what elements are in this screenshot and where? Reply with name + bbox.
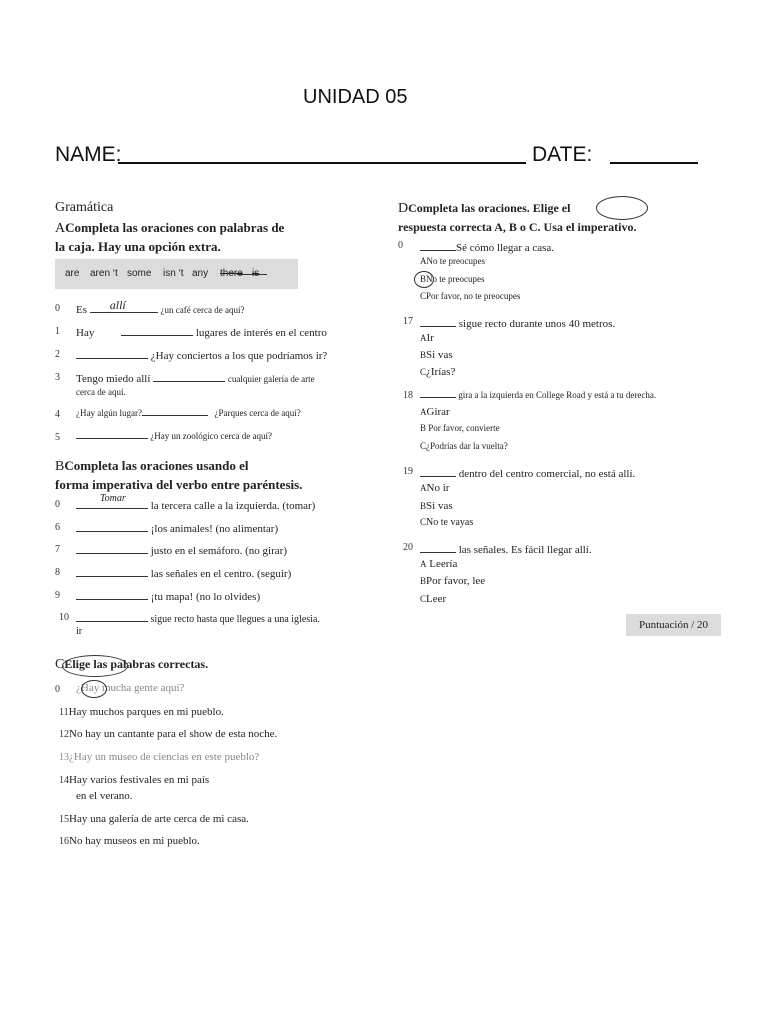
item-number: 7 (55, 544, 60, 555)
question-stem: sigue recto durante unos 40 metros. (458, 318, 616, 330)
question-c-16 (59, 835, 200, 847)
option-text: Por favor, convierte (428, 423, 500, 433)
option-letter: C (420, 441, 427, 451)
word-box-item: aren ‘t (90, 268, 118, 279)
question-b-6 (76, 519, 278, 535)
strike-line (237, 274, 267, 275)
answer-blank[interactable] (142, 406, 208, 416)
item-number: 0 (55, 684, 60, 695)
question-c-11 (59, 706, 224, 718)
section-c-letter: C (55, 657, 65, 672)
option-text: Si vas (426, 500, 453, 512)
question-c-14 (59, 774, 209, 786)
item-number: 0 (55, 499, 60, 510)
item-number: 12 (59, 729, 69, 740)
question-stem: Sé cómo llegar a casa. (456, 242, 555, 254)
question-d-0 (420, 238, 554, 254)
question-stem: gira a la izquierda en College Road y está a tu derecha. (458, 390, 657, 400)
circle-mark (414, 271, 434, 288)
option-text: Por favor, no te preocupes (426, 291, 521, 301)
item-number: 18 (403, 390, 413, 401)
handwritten-answer: allí (109, 298, 126, 312)
option-b[interactable] (420, 575, 485, 587)
option-letter: C (420, 367, 427, 377)
option-text: Leer (426, 593, 447, 605)
item-number: 13 (59, 752, 69, 763)
section-b-instr-2: forma imperativa del verbo entre paréntesis. (55, 477, 303, 492)
answer-blank[interactable] (76, 541, 148, 554)
score-total: / 20 (691, 619, 709, 631)
option-a[interactable] (420, 332, 434, 344)
question-a-4 (76, 406, 301, 418)
word-box-item: is (252, 268, 260, 279)
name-label (55, 143, 122, 167)
option-letter: A (420, 333, 427, 343)
question-post: ¡los animales! (no alimentar) (150, 523, 279, 535)
option-text: No ir (426, 482, 450, 494)
question-c-13 (59, 751, 259, 763)
option-b[interactable] (420, 500, 453, 512)
question-post: ¿Parques cerca de aquí? (214, 408, 301, 418)
section-a-letter: A (55, 221, 66, 236)
item-number: 3 (55, 372, 60, 383)
item-number: 17 (403, 316, 413, 327)
section-d-letter: D (398, 201, 409, 216)
word-box-item: any (192, 268, 209, 279)
section-title-gramatica: Gramática (55, 200, 114, 215)
page-title: UNIDAD 05 (303, 86, 408, 108)
answer-blank[interactable] (420, 540, 456, 553)
option-text: Girar (426, 406, 450, 418)
question-a-5 (76, 429, 272, 441)
option-c[interactable] (420, 517, 473, 528)
word-box-item: some (127, 268, 152, 279)
item-number: 6 (55, 522, 60, 533)
answer-blank[interactable] (76, 587, 148, 600)
section-b-letter: B (55, 459, 65, 474)
answer-blank[interactable] (76, 519, 148, 532)
question-d-18 (420, 388, 656, 400)
question-text: No hay museos en mi pueblo. (69, 835, 200, 847)
date-label: DATE: (532, 143, 593, 166)
question-pre: Tengo miedo allí (76, 373, 151, 385)
option-text: ¿Podrías dar la vuelta? (426, 441, 508, 451)
section-a-instr-2: la caja. Hay una opción extra. (55, 239, 221, 254)
answer-blank[interactable] (76, 346, 148, 359)
question-b-0 (76, 493, 316, 512)
option-letter: A (420, 559, 427, 569)
option-letter: B (420, 576, 427, 586)
question-c-12 (59, 728, 277, 740)
answer-blank[interactable] (76, 609, 148, 622)
option-b[interactable] (420, 423, 500, 433)
question-post: las señales en el centro. (seguir) (150, 568, 292, 580)
item-number: 1 (55, 326, 60, 337)
question-text: Hay varios festivales en mi país (69, 774, 210, 786)
option-a[interactable] (420, 256, 485, 266)
answer-blank[interactable] (420, 388, 456, 398)
section-b-instructions (55, 457, 302, 494)
option-a[interactable] (420, 558, 457, 570)
option-text: Si vas (426, 349, 453, 361)
answer-blank[interactable] (121, 323, 193, 336)
item-number: 9 (55, 590, 60, 601)
option-a[interactable] (420, 482, 449, 494)
option-letter: A (420, 256, 427, 266)
question-d-17 (420, 314, 615, 330)
item-number: 16 (59, 836, 69, 847)
question-c-0: ¿Hay mucha gente aquí? (76, 682, 185, 694)
option-c[interactable] (420, 441, 508, 451)
name-field-line[interactable] (118, 162, 526, 164)
item-number: 11 (59, 707, 69, 718)
question-post: justo en el semáforo. (no girar) (150, 545, 287, 557)
question-text: No hay un cantante para el show de esta noche. (69, 728, 278, 740)
question-b-9 (76, 587, 260, 603)
section-a-instr-1: Completa las oraciones con palabras de (65, 220, 285, 235)
item-number: 20 (403, 542, 413, 553)
option-letter: B (420, 423, 427, 433)
section-d-instr-1: Completa las oraciones. Elige el (408, 201, 571, 215)
option-text: ¿Irías? (426, 366, 456, 378)
word-box (55, 259, 298, 289)
option-text: No te preocupes (426, 256, 485, 266)
question-stem: las señales. Es fácil llegar allí. (458, 544, 592, 556)
question-b-8 (76, 564, 291, 580)
item-number: 8 (55, 567, 60, 578)
question-post: la tercera calle a la izquierda. (tomar) (150, 500, 316, 512)
question-a-0 (76, 300, 244, 316)
item-number: 5 (55, 432, 60, 443)
item-number: 15 (59, 814, 69, 825)
option-letter: B (420, 274, 427, 284)
item-number: 2 (55, 349, 60, 360)
circle-mark (62, 655, 128, 677)
word-box-item: isn ‘t (163, 268, 184, 279)
question-a-2 (76, 346, 327, 362)
answer-blank[interactable] (76, 429, 148, 439)
option-letter: B (420, 501, 427, 511)
question-post: ¿Hay un zoológico cerca de aquí? (150, 431, 272, 441)
question-post: cualquier galería de arte (227, 374, 315, 384)
question-post: ¡tu mapa! (no lo olvides) (150, 591, 261, 603)
question-text: Hay muchos parques en mi pueblo. (68, 706, 224, 718)
question-a-3 (76, 369, 315, 385)
item-number: 0 (398, 240, 403, 251)
question-pre: Es (76, 304, 87, 316)
question-b-10-cont: ir (76, 626, 83, 637)
question-post: ¿un café cerca de aquí? (160, 305, 245, 315)
handwritten-answer: Tomar (100, 493, 126, 504)
answer-blank[interactable] (420, 314, 456, 327)
section-c-instr: Elige las palabras correctas. (64, 657, 209, 671)
question-post: sigue recto hasta que llegues a una iglesia. (150, 614, 320, 625)
answer-blank[interactable] (153, 369, 225, 382)
option-text: Ir (426, 332, 434, 344)
question-stem: dentro del centro comercial, no está allí. (458, 468, 636, 480)
option-letter: C (420, 291, 427, 301)
option-b[interactable] (420, 349, 453, 361)
circle-mark (81, 680, 107, 698)
score-label: Puntuación (638, 619, 689, 631)
answer-blank[interactable] (76, 493, 148, 509)
word-box-item: are (65, 268, 80, 279)
option-letter: B (420, 350, 427, 360)
item-number: 4 (55, 409, 60, 420)
score-box (626, 614, 721, 636)
option-text: No te preocupes (426, 274, 485, 284)
question-c-14-cont: en el verano. (76, 790, 133, 802)
option-letter: C (420, 594, 427, 604)
question-post: lugares de interés en el centro (195, 327, 327, 339)
option-c[interactable] (420, 291, 520, 301)
name-label-text: NAME: (55, 143, 122, 166)
option-c[interactable] (420, 593, 446, 605)
question-pre: ¿Hay algún lugar? (76, 408, 142, 418)
option-c[interactable] (420, 366, 455, 378)
circle-mark (596, 196, 648, 220)
question-a-3-cont: cerca de aquí. (76, 387, 126, 397)
item-number: 14 (59, 775, 69, 786)
section-a-instructions (55, 219, 284, 256)
option-a[interactable] (420, 406, 450, 418)
word-box-item: there (220, 268, 243, 279)
question-pre: Hay (76, 327, 95, 339)
answer-blank[interactable] (90, 300, 158, 313)
option-text: Leería (429, 558, 458, 570)
item-number: 10 (59, 612, 69, 623)
question-d-19 (420, 464, 635, 480)
date-field-line[interactable] (610, 162, 698, 164)
question-a-1 (76, 323, 327, 339)
option-text: Por favor, lee (426, 575, 486, 587)
answer-blank[interactable] (76, 564, 148, 577)
section-b-instr-1: Completa las oraciones usando el (64, 458, 249, 473)
question-text: ¿Hay un museo de ciencias en este pueblo? (69, 751, 260, 763)
question-c-15 (59, 813, 249, 825)
option-letter: C (420, 517, 427, 527)
question-b-10 (76, 609, 320, 625)
question-text: Hay una galería de arte cerca de mi casa. (69, 813, 249, 825)
option-letter: A (420, 407, 427, 417)
option-letter: A (420, 483, 427, 493)
option-text: No te vayas (426, 517, 474, 528)
item-number: 0 (55, 303, 60, 314)
question-b-7 (76, 541, 287, 557)
section-d-instr-2: respuesta correcta A, B o C. Usa el imperativo. (398, 220, 637, 234)
answer-blank[interactable] (420, 238, 456, 251)
answer-blank[interactable] (420, 464, 456, 477)
item-number: 19 (403, 466, 413, 477)
question-d-20 (420, 540, 592, 556)
question-post: ¿Hay conciertos a los que podríamos ir? (150, 350, 328, 362)
